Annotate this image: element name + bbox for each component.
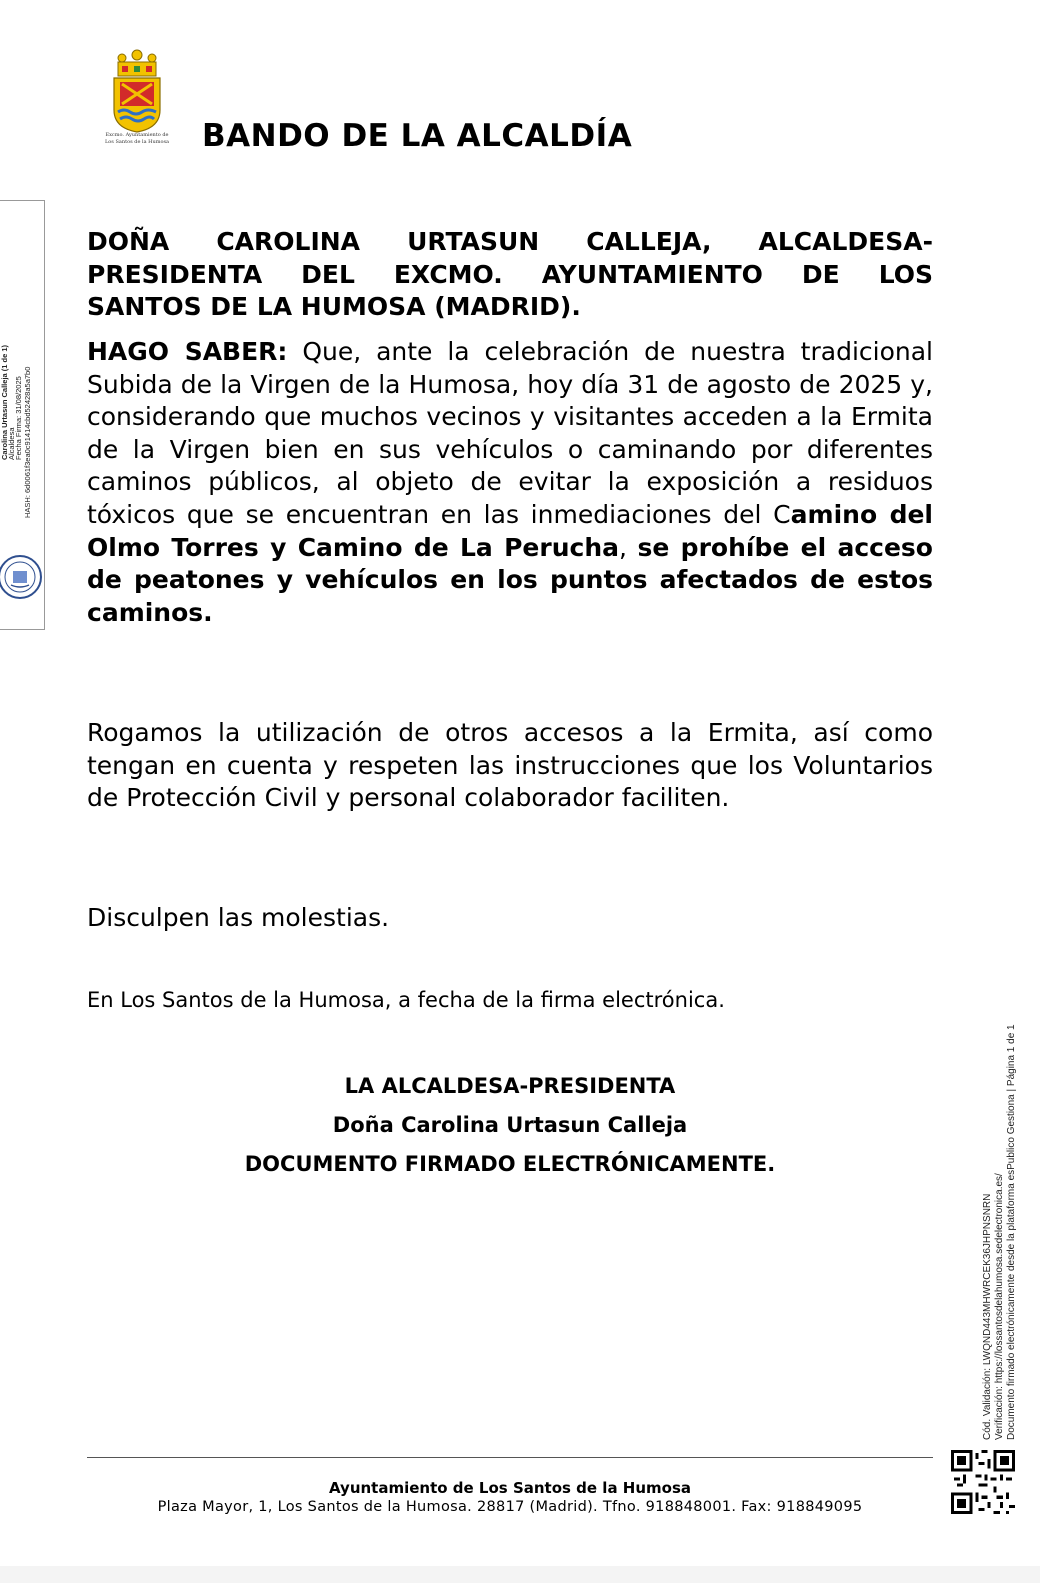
logo-caption-line2: Los Santos de la Humosa	[104, 139, 170, 145]
stamp-hash: HASH: 6d0061f3ea0c91414cbd52428a5a7b0	[23, 366, 32, 518]
announcement-paragraph	[87, 336, 933, 629]
page-bottom-edge	[0, 1566, 1040, 1583]
logo-caption	[100, 132, 174, 146]
footer-address: Plaza Mayor, 1, Los Santos de la Humosa. 28817 (Madrid). Tfno. 918848001. Fax: 918849095	[157, 1499, 863, 1515]
validation-code: Cód. Validación: LWQND443MHWRCEK36JHPNSNRN	[982, 1193, 993, 1440]
logo-caption-line1: Excmo. Ayuntamiento de	[105, 132, 169, 138]
verification-url[interactable]: Verificación: https://lossantosdelahumosa.sedelectronica.es/	[994, 1173, 1005, 1440]
announcement-text: Que, ante la celebración de nuestra tradicional Subida de la Virgen de la Humosa, hoy día 31 de agosto de 2025 y, considerando que muchos vecinos y visitantes acceden a la Ermita de la Virgen bien en sus vehículos o caminando por diferentes caminos públicos, al objeto de evitar la exposición a residuos tóxicos que se encuentran en las inmediaciones del C	[87, 337, 933, 529]
place-date: En Los Santos de la Humosa, a fecha de la firma electrónica.	[87, 988, 725, 1012]
heading-line-2: PRESIDENTA DEL EXCMO. AYUNTAMIENTO DE LOS	[87, 259, 933, 289]
stamp-role: Alcaldesa	[7, 427, 16, 460]
document-title: BANDO DE LA ALCALDÍA	[202, 118, 633, 154]
heading-line-1: DOÑA CAROLINA URTASUN CALLEJA, ALCALDESA-	[87, 227, 933, 256]
roads-names: amino del Olmo Torres y Camino de La Perucha	[87, 499, 934, 562]
stamp-date: Fecha Firma: 31/08/2025	[14, 376, 23, 460]
hago-saber-lead: HAGO SABER:	[87, 337, 288, 366]
stamp-signer: Carolina Urtasun Calleja (1 de 1)	[0, 344, 9, 460]
signatory-name: Doña Carolina Urtasun Calleja	[332, 1113, 688, 1137]
mayor-heading	[87, 226, 933, 324]
footer-divider	[87, 1457, 933, 1458]
seal-icon	[0, 553, 44, 601]
platform-note: Documento firmado electrónicamente desde la plataforma esPublico Gestiona | Página 1 de 1	[1006, 1024, 1017, 1440]
qr-code-icon	[951, 1450, 1015, 1514]
apology-paragraph: Disculpen las molestias.	[87, 903, 390, 932]
heading-line-3: SANTOS DE LA HUMOSA (MADRID).	[87, 292, 581, 322]
signatory-role: LA ALCALDESA-PRESIDENTA	[344, 1074, 676, 1098]
footer-organization: Ayuntamiento de Los Santos de la Humosa	[328, 1479, 692, 1497]
prohibition-text: se prohíbe el acceso de peatones y vehículos en los puntos afectados de estos caminos.	[87, 532, 933, 627]
request-paragraph: Rogamos la utilización de otros accesos a la Ermita, así como tengan en cuenta y respeten las instrucciones que los Voluntarios de Protección Civil y personal colaborador faciliten.	[87, 718, 933, 813]
electronic-signature-note: DOCUMENTO FIRMADO ELECTRÓNICAMENTE.	[244, 1152, 776, 1176]
separator-text: ,	[619, 532, 638, 562]
